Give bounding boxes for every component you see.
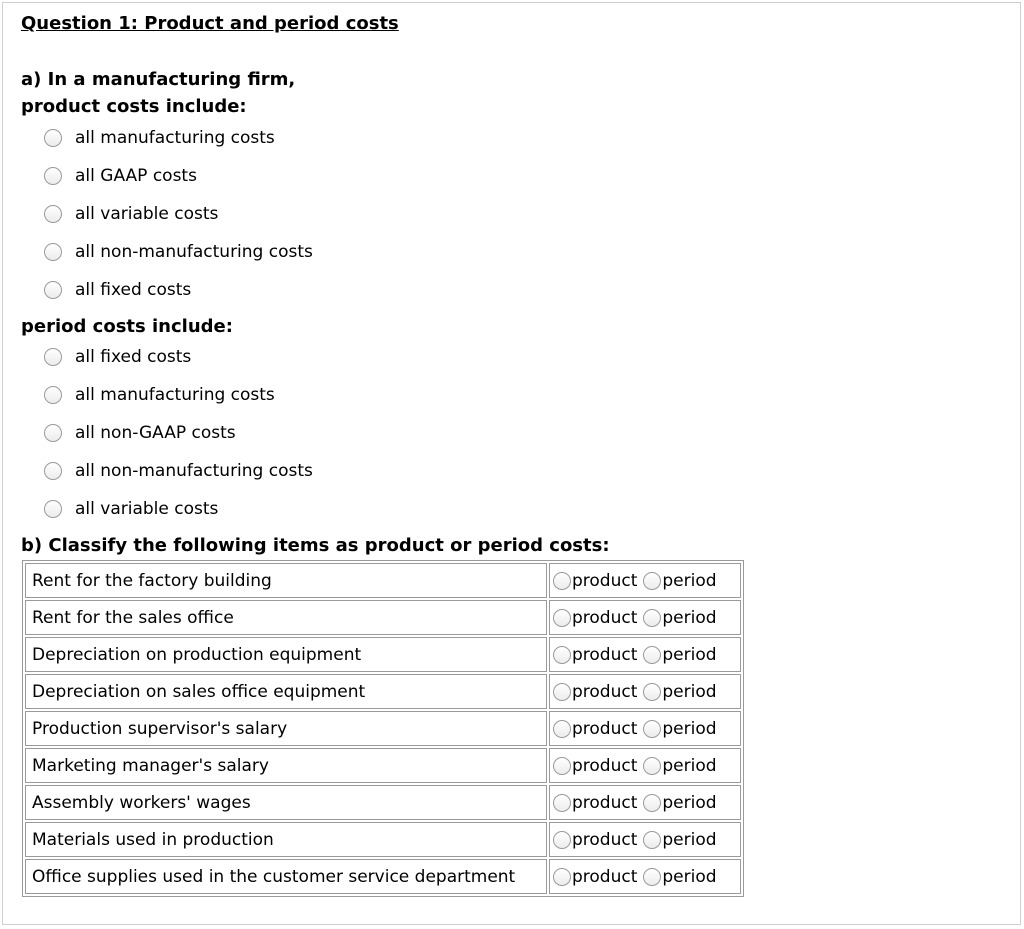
- item-cell: Production supervisor's salary: [25, 711, 547, 746]
- table-row: [25, 600, 741, 635]
- option-label: all non-GAAP costs: [75, 423, 236, 443]
- period-label: period: [662, 570, 717, 591]
- period-radio[interactable]: [643, 794, 661, 812]
- period-costs-heading: period costs include:: [21, 316, 233, 337]
- product-option[interactable]: [44, 278, 191, 302]
- choice-cell: [549, 637, 741, 672]
- radio-button[interactable]: [44, 205, 62, 223]
- choice-cell: [549, 674, 741, 709]
- option-label: all non-manufacturing costs: [75, 242, 313, 262]
- product-radio[interactable]: [553, 831, 571, 849]
- question-title: Question 1: Product and period costs: [21, 13, 399, 34]
- product-label: product: [572, 644, 638, 665]
- period-radio[interactable]: [643, 683, 661, 701]
- period-label: period: [662, 607, 717, 628]
- option-label: all GAAP costs: [75, 166, 197, 186]
- period-radio[interactable]: [643, 720, 661, 738]
- product-label: product: [572, 681, 638, 702]
- classification-table: [22, 560, 744, 897]
- product-label: product: [572, 829, 638, 850]
- choice-cell: [549, 563, 741, 598]
- option-label: all non-manufacturing costs: [75, 461, 313, 481]
- radio-button[interactable]: [44, 129, 62, 147]
- period-label: period: [662, 866, 717, 887]
- product-label: product: [572, 792, 638, 813]
- product-label: product: [572, 607, 638, 628]
- period-label: period: [662, 681, 717, 702]
- product-radio[interactable]: [553, 683, 571, 701]
- choice-cell: [549, 822, 741, 857]
- product-label: product: [572, 755, 638, 776]
- option-label: all manufacturing costs: [75, 385, 275, 405]
- product-radio[interactable]: [553, 646, 571, 664]
- item-cell: Assembly workers' wages: [25, 785, 547, 820]
- choice-cell: [549, 711, 741, 746]
- product-costs-heading: product costs include:: [21, 96, 247, 117]
- product-option[interactable]: [44, 240, 313, 264]
- choice-cell: [549, 748, 741, 783]
- item-cell: Depreciation on sales office equipment: [25, 674, 547, 709]
- option-label: all variable costs: [75, 499, 219, 519]
- product-option[interactable]: [44, 202, 218, 226]
- option-label: all fixed costs: [75, 280, 192, 300]
- table-row: [25, 563, 741, 598]
- item-cell: Depreciation on production equipment: [25, 637, 547, 672]
- choice-cell: [549, 859, 741, 894]
- table-row: [25, 748, 741, 783]
- radio-button[interactable]: [44, 348, 62, 366]
- option-label: all variable costs: [75, 204, 219, 224]
- item-cell: Materials used in production: [25, 822, 547, 857]
- table-row: [25, 637, 741, 672]
- period-option[interactable]: [44, 459, 313, 483]
- period-label: period: [662, 755, 717, 776]
- radio-button[interactable]: [44, 500, 62, 518]
- product-radio[interactable]: [553, 609, 571, 627]
- period-radio[interactable]: [643, 757, 661, 775]
- product-radio[interactable]: [553, 757, 571, 775]
- table-row: [25, 822, 741, 857]
- product-radio[interactable]: [553, 868, 571, 886]
- period-radio[interactable]: [643, 572, 661, 590]
- period-radio[interactable]: [643, 646, 661, 664]
- choice-cell: [549, 785, 741, 820]
- option-label: all manufacturing costs: [75, 128, 275, 148]
- product-radio[interactable]: [553, 720, 571, 738]
- product-radio[interactable]: [553, 794, 571, 812]
- table-row: [25, 711, 741, 746]
- radio-button[interactable]: [44, 167, 62, 185]
- radio-button[interactable]: [44, 462, 62, 480]
- table-row: [25, 674, 741, 709]
- item-cell: Rent for the factory building: [25, 563, 547, 598]
- period-label: period: [662, 644, 717, 665]
- period-option[interactable]: [44, 345, 191, 369]
- period-radio[interactable]: [643, 609, 661, 627]
- period-label: period: [662, 792, 717, 813]
- product-label: product: [572, 718, 638, 739]
- period-radio[interactable]: [643, 831, 661, 849]
- choice-cell: [549, 600, 741, 635]
- item-cell: Office supplies used in the customer service department: [25, 859, 547, 894]
- item-cell: Rent for the sales office: [25, 600, 547, 635]
- product-label: product: [572, 866, 638, 887]
- part-b-heading: b) Classify the following items as product or period costs:: [21, 535, 610, 556]
- table-row: [25, 785, 741, 820]
- item-cell: Marketing manager's salary: [25, 748, 547, 783]
- radio-button[interactable]: [44, 281, 62, 299]
- period-option[interactable]: [44, 383, 275, 407]
- period-label: period: [662, 718, 717, 739]
- period-radio[interactable]: [643, 868, 661, 886]
- radio-button[interactable]: [44, 243, 62, 261]
- product-option[interactable]: [44, 126, 275, 150]
- option-label: all fixed costs: [75, 347, 192, 367]
- product-option[interactable]: [44, 164, 197, 188]
- period-label: period: [662, 829, 717, 850]
- table-row: [25, 859, 741, 894]
- period-option[interactable]: [44, 421, 236, 445]
- period-option[interactable]: [44, 497, 218, 521]
- radio-button[interactable]: [44, 424, 62, 442]
- radio-button[interactable]: [44, 386, 62, 404]
- product-label: product: [572, 570, 638, 591]
- product-radio[interactable]: [553, 572, 571, 590]
- part-a-intro: a) In a manufacturing firm,: [21, 69, 296, 90]
